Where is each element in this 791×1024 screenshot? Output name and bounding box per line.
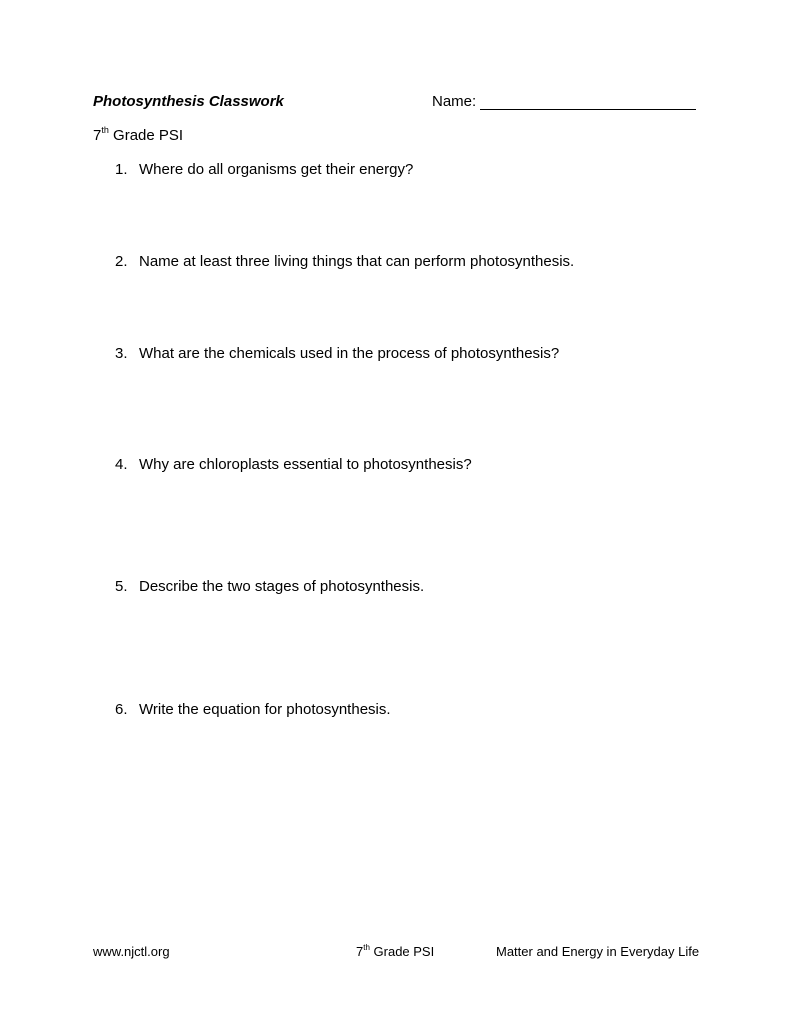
name-label: Name: bbox=[432, 93, 477, 110]
worksheet-title: Photosynthesis Classwork bbox=[93, 93, 284, 110]
question-1 bbox=[115, 161, 413, 178]
name-field-row bbox=[432, 93, 696, 110]
grade-number: 7 bbox=[93, 127, 102, 144]
question-text: Why are chloroplasts essential to photosynthesis? bbox=[139, 456, 472, 473]
grade-ordinal-suffix: th bbox=[101, 125, 109, 135]
footer-grade bbox=[356, 944, 434, 959]
question-text: Write the equation for photosynthesis. bbox=[139, 701, 391, 718]
footer-website: www.njctl.org bbox=[93, 944, 170, 959]
grade-subtitle bbox=[93, 127, 183, 144]
question-number: 6. bbox=[115, 701, 128, 718]
question-number: 4. bbox=[115, 456, 128, 473]
question-text: Describe the two stages of photosynthesis. bbox=[139, 578, 425, 595]
question-3 bbox=[115, 345, 559, 362]
footer-unit: Matter and Energy in Everyday Life bbox=[496, 944, 700, 959]
question-number: 2. bbox=[115, 253, 128, 270]
footer-grade-number: 7 bbox=[356, 944, 364, 959]
grade-course: Grade PSI bbox=[108, 127, 184, 144]
question-number: 3. bbox=[115, 345, 128, 362]
question-2 bbox=[115, 253, 574, 270]
question-5 bbox=[115, 578, 424, 595]
question-number: 5. bbox=[115, 578, 128, 595]
footer-grade-ordinal-suffix: th bbox=[363, 942, 370, 952]
question-number: 1. bbox=[115, 161, 128, 178]
question-4 bbox=[115, 456, 472, 473]
question-text: Where do all organisms get their energy? bbox=[139, 161, 414, 178]
question-text: Name at least three living things that can perform photosynthesis. bbox=[139, 253, 575, 270]
question-6 bbox=[115, 701, 391, 718]
name-blank-line[interactable] bbox=[480, 93, 696, 110]
footer-grade-course: Grade PSI bbox=[369, 944, 435, 959]
question-text: What are the chemicals used in the process of photosynthesis? bbox=[139, 345, 560, 362]
